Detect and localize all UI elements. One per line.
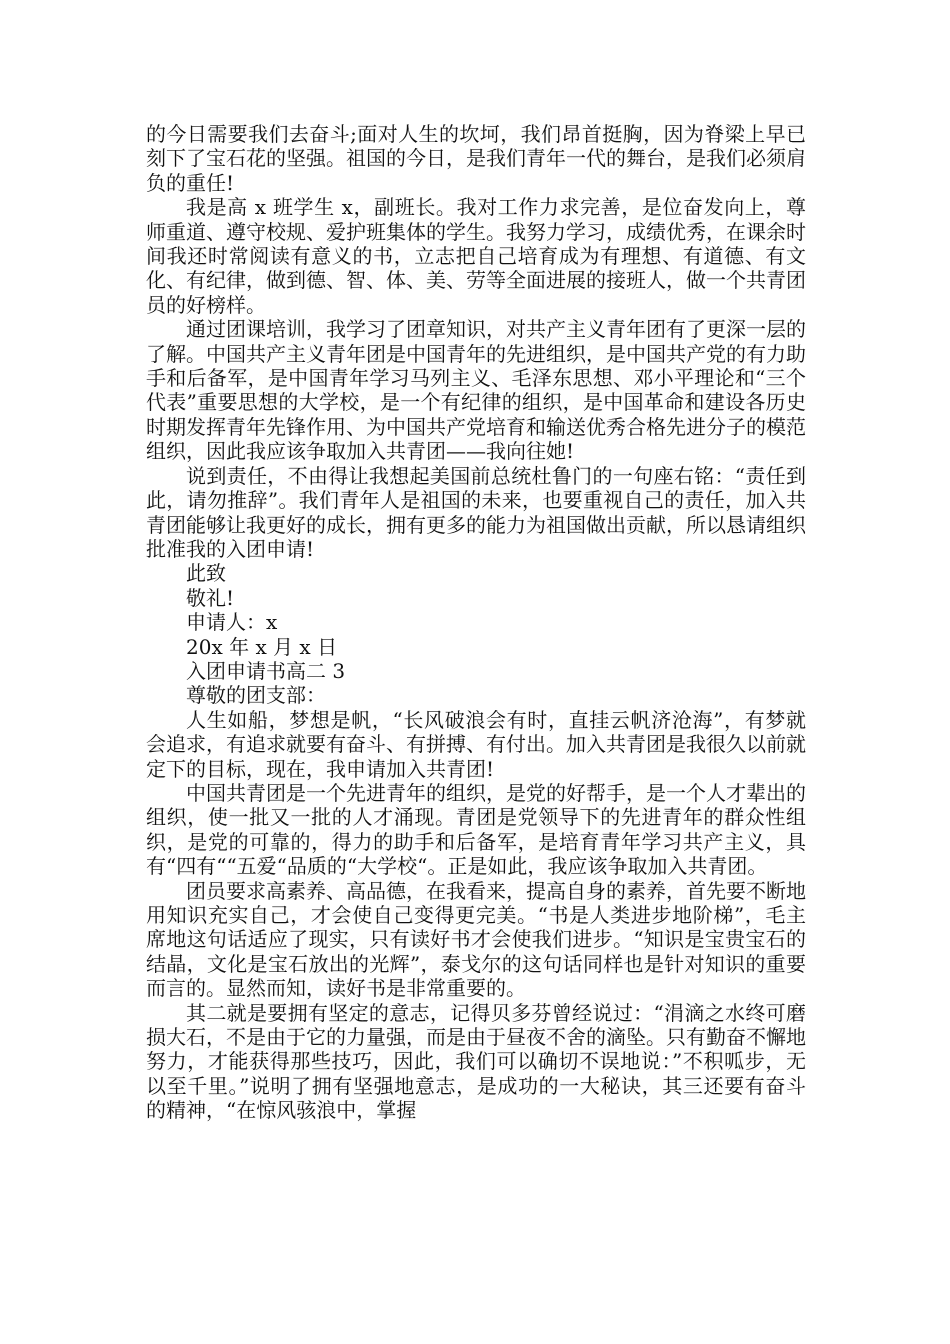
paragraph: 通过团课培训，我学习了团章知识，对共产主义青年团有了更深一层的了解。中国共产主义青年团是中国青年的先进组织，是中国共产党的有力助手和后备军，是中国青年学习马列主义、毛泽东思想、邓小平理论和“三个代表”重要思想的大学校，是一个有纪律的组织，是中国革命和建设各历史时期发挥青年先锋作用、为中国共产党培育和输送优秀合格先进分子的模范组织，因此我应该争取加入共青团——我向往她! <box>146 317 806 464</box>
paragraph: 人生如船，梦想是帆，“长风破浪会有时，直挂云帆济沧海”，有梦就会追求，有追求就要有奋斗、有拼搏、有付出。加入共青团是我很久以前就定下的目标，现在，我申请加入共青团! <box>146 707 806 781</box>
document-body <box>146 122 806 1123</box>
salutation-line: 敬礼! <box>186 585 235 610</box>
paragraph: 我是高 x 班学生 x，副班长。我对工作力求完善，是位奋发向上，尊师重道、遵守校规、爱护班集体的学生。我努力学习，成绩优秀，在课余时间我还时常阅读有意义的书，立志把自己培育成为有理想、有道德、有文化、有纪律，做到德、智、体、美、劳等全面进展的接班人，做一个共青团员的好榜样。 <box>146 195 806 317</box>
paragraph: 团员要求高素养、高品德，在我看来，提高自身的素养，首先要不断地用知识充实自己，才会使自己变得更完美。“书是人类进步地阶梯”，毛主席地这句话适应了现实，只有读好书才会使我们进步。“知识是宝贵宝石的结晶，文化是宝石放出的光辉”，泰戈尔的这句话同样也是针对知识的重要而言的。显然而知，读好书是非常重要的。 <box>146 878 806 1001</box>
section-title: 入团申请书高二 3 <box>186 658 346 683</box>
closing-line: 此致 <box>186 561 226 586</box>
paragraph: 其二就是要拥有坚定的意志，记得贝多芬曾经说过：“涓滴之水终可磨损大石，不是由于它的力量强，而是由于昼夜不舍的滴坠。只有勤奋不懈地努力，才能获得那些技巧，因此，我们可以确切不误地说：”不积呱步，无以至千里。”说明了拥有坚强地意志，是成功的一大秘诀，其三还要有奋斗的精神，“在惊风骇浪中，掌握 <box>146 1000 806 1123</box>
paragraph: 中国共青团是一个先进青年的组织，是党的好帮手，是一个人才辈出的组织，使一批又一批的人才涌现。青团是党领导下的先进青年的群众性组织，是党的可靠的，得力的助手和后备军，是培育青年学习共产主义，具有“四有““五爱“品质的“大学校“。正是如此，我应该争取加入共青团。 <box>146 780 806 879</box>
date-line: 20x 年 x 月 x 日 <box>186 634 338 659</box>
applicant-line: 申请人：x <box>186 610 278 635</box>
paragraph: 的今日需要我们去奋斗;面对人生的坎坷，我们昂首挺胸，因为脊梁上早已刻下了宝石花的坚强。祖国的今日，是我们青年一代的舞台，是我们必须肩负的重任! <box>146 122 806 195</box>
paragraph: 说到责任，不由得让我想起美国前总统杜鲁门的一句座右铭：“责任到此，请勿推辞”。我们青年人是祖国的未来，也要重视自己的责任，加入共青团能够让我更好的成长，拥有更多的能力为祖国做出贡献，所以恳请组织批准我的入团申请! <box>146 463 806 561</box>
greeting-line: 尊敬的团支部： <box>186 683 326 708</box>
